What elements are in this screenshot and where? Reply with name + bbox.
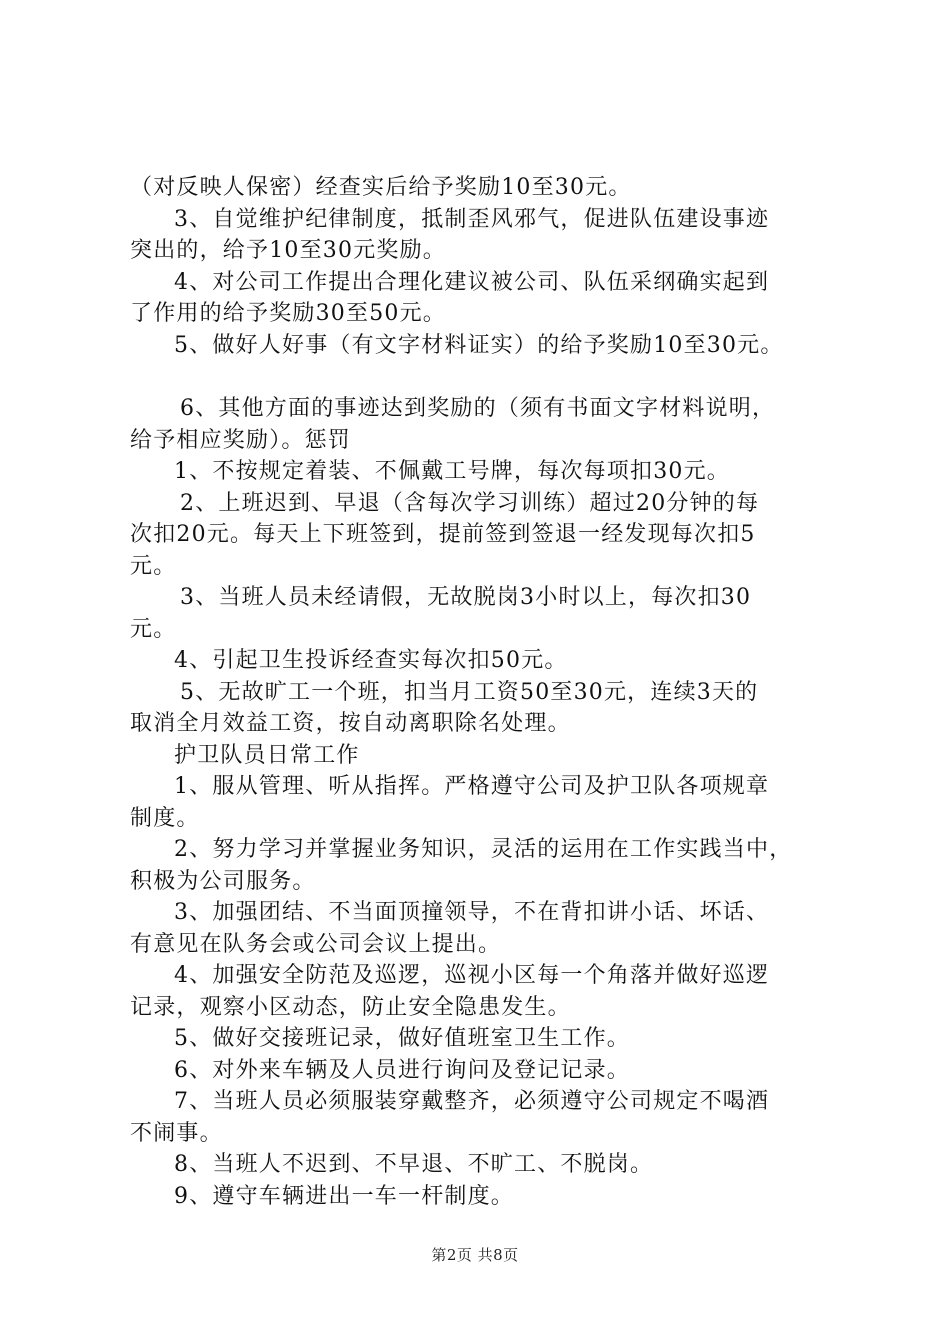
paragraph-line: 了作用的给予奖励30至50元。 [130, 301, 446, 326]
paragraph-line: 元。 [130, 553, 177, 579]
paragraph-line: 积极为公司服务。 [130, 868, 316, 894]
section-heading: 护卫队员日常工作 [174, 742, 360, 768]
page-number-footer: 第2页 共8页 [431, 1246, 519, 1264]
paragraph-line: 5、做好交接班记录，做好值班室卫生工作。 [174, 1026, 630, 1051]
paragraph-line: 2、上班迟到、早退（含每次学习训练）超过20分钟的每 [180, 490, 760, 516]
paragraph-line: 3、自觉维护纪律制度，抵制歪风邪气，促进队伍建设事迹 [174, 206, 770, 232]
body-text [130, 172, 835, 1212]
paragraph-line: 突出的，给予10至30元奖励。 [130, 238, 446, 263]
paragraph-line: 5、做好人好事（有文字材料证实）的给予奖励10至30元。 [174, 332, 784, 358]
paragraph-line: 1、服从管理、听从指挥。严格遵守公司及护卫队各项规章 [174, 774, 770, 799]
paragraph-line: 6、对外来车辆及人员进行询问及登记记录。 [174, 1057, 630, 1083]
paragraph-line: 有意见在队务会或公司会议上提出。 [130, 931, 502, 957]
paragraph-line: 元。 [130, 616, 177, 642]
paragraph-line: 1、不按规定着装、不佩戴工号牌，每次每项扣30元。 [174, 459, 730, 484]
paragraph-line: 取消全月效益工资，按自动离职除名处理。 [130, 711, 571, 736]
paragraph-line: 4、引起卫生投诉经查实每次扣50元。 [174, 648, 568, 673]
paragraph-line: 4、加强安全防范及巡逻，巡视小区每一个角落并做好巡逻 [174, 963, 770, 988]
paragraph-line: 记录，观察小区动态，防止安全隐患发生。 [130, 994, 571, 1020]
paragraph-line: 8、当班人不迟到、不早退、不旷工、不脱岗。 [174, 1152, 654, 1177]
paragraph-line: 5、无故旷工一个班，扣当月工资50至30元，连续3天的 [180, 679, 759, 705]
paragraph-gap [130, 361, 835, 393]
paragraph-line: 不闹事。 [130, 1120, 223, 1146]
paragraph-line: （对反映人保密）经查实后给予奖励10至30元。 [130, 175, 632, 200]
paragraph-line: 6、其他方面的事迹达到奖励的（须有书面文字材料说明， [180, 396, 776, 421]
paragraph-line: 3、当班人员未经请假，无故脱岗3小时以上，每次扣30 [180, 585, 752, 610]
paragraph-line: 7、当班人员必须服装穿戴整齐，必须遵守公司规定不喝酒 [174, 1089, 770, 1114]
paragraph-line: 给予相应奖励）。惩罚 [130, 427, 352, 453]
paragraph-line: 次扣20元。每天上下班签到，提前签到签退一经发现每次扣5 [130, 522, 756, 547]
paragraph-line: 2、努力学习并掌握业务知识，灵活的运用在工作实践当中， [174, 837, 793, 862]
paragraph-line: 4、对公司工作提出合理化建议被公司、队伍采纲确实起到 [174, 269, 770, 295]
paragraph-line: 3、加强团结、不当面顶撞领导，不在背扣讲小话、坏话、 [174, 900, 770, 925]
paragraph-line: 9、遵守车辆进出一车一杆制度。 [174, 1183, 514, 1209]
paragraph-line: 制度。 [130, 805, 200, 831]
